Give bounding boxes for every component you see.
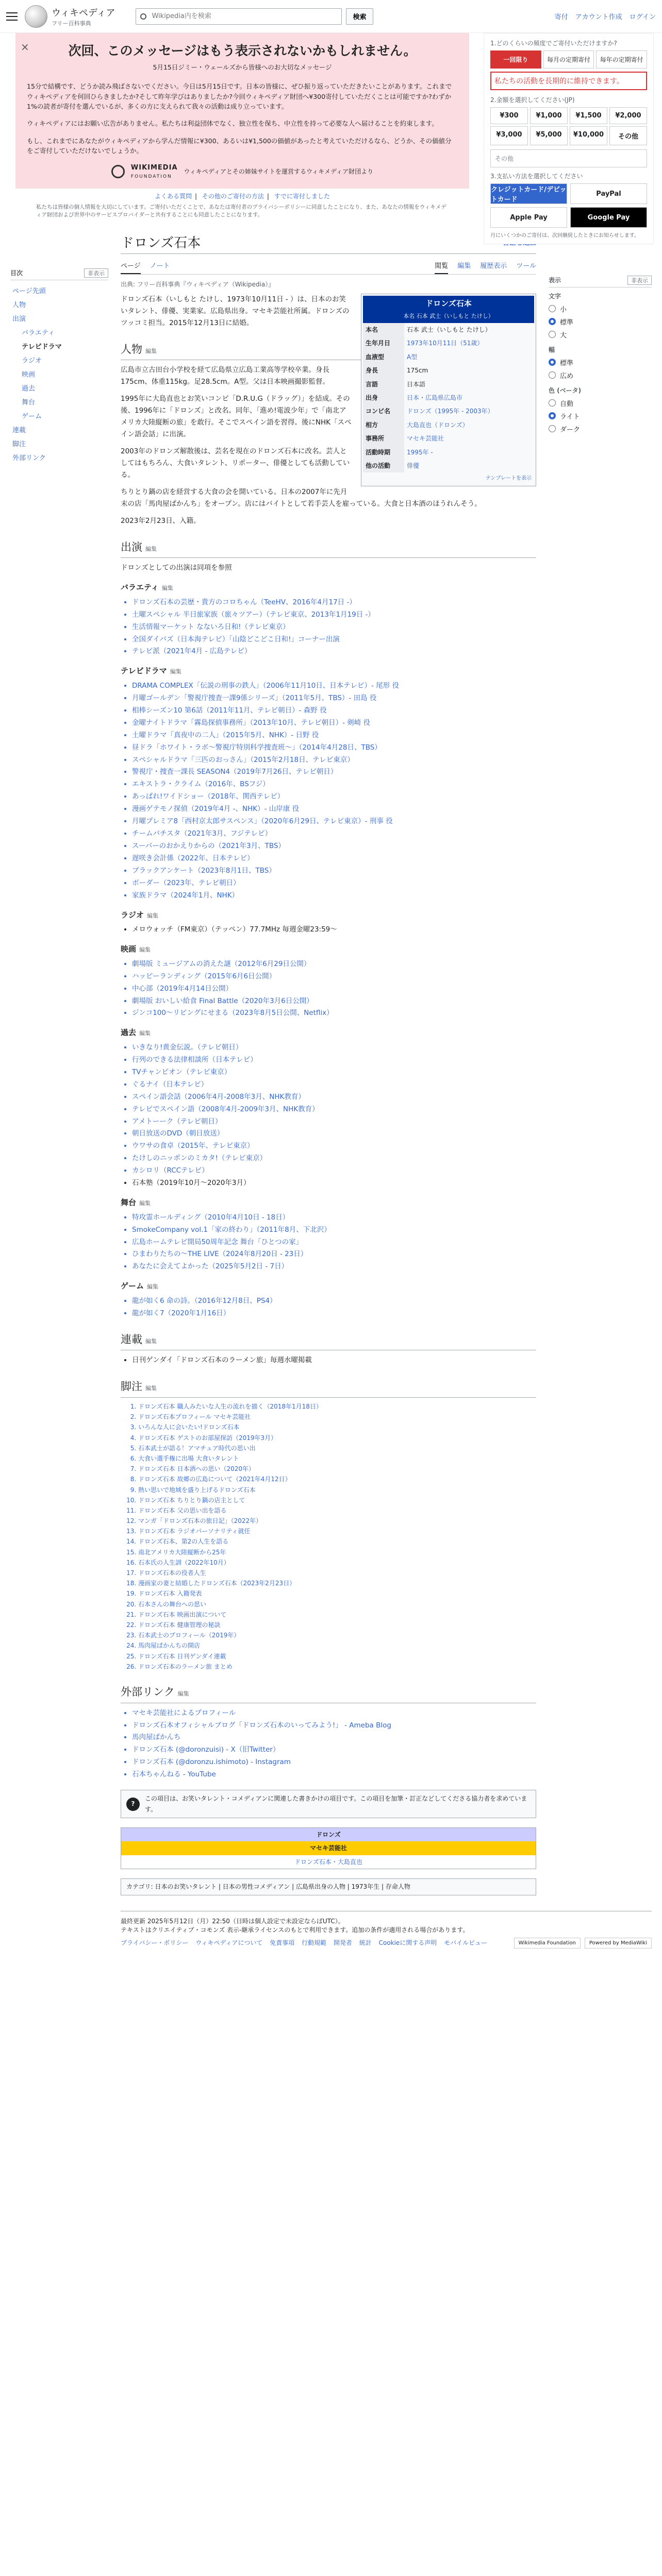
reference-item[interactable]: 19. ドロンズ石本 入籍発表: [138, 1589, 536, 1599]
reference-item[interactable]: 24. 馬肉屋ぱかんちの開店: [138, 1641, 536, 1651]
tools-title: 表示: [549, 276, 561, 284]
infobox: [361, 294, 536, 486]
pay-google-button[interactable]: Google Pay: [570, 207, 647, 228]
wikimedia-logo: [27, 163, 458, 180]
amount-option[interactable]: ¥1,000: [530, 107, 568, 124]
banner-links: よくある質問 | その他のご寄付の方法 | すでに寄付しました: [15, 189, 469, 204]
edit-link[interactable]: 編集: [139, 1030, 151, 1037]
edit-link[interactable]: 編集: [145, 1337, 157, 1345]
person-paragraph: 1995年に大島直也とお笑いコンビ「D.R.U.G（ドラッグ）」を結成。その後、1996年に「ドロンズ」と改名。同年、「進め!電波少年」で「南北アメリカ大陸縦断の旅」を敢行。そこでスペイン語を習得。後にNHK「スペイン語会話」に出演。: [121, 395, 352, 439]
list-item[interactable]: • テレビ派（2021年4月 - 広島テレビ）: [132, 646, 536, 657]
list-item[interactable]: • テレビでスペイン語（2008年4月-2009年3月、NHK教育）: [132, 1104, 536, 1115]
infobox-row: 出身 日本・広島県広島市: [363, 391, 534, 404]
banner-headline: 次回、このメッセージはもう表示されないかもしれません。: [68, 43, 417, 58]
external-link[interactable]: • ドロンズ石本オフィシャルブログ「ドロンズ石本のいってみよう!」 - Ameba Blog: [132, 1720, 536, 1732]
donation-form: [484, 33, 654, 244]
footer-link[interactable]: ウィキペディアについて: [195, 1939, 263, 1947]
edit-link[interactable]: 編集: [139, 946, 151, 954]
toc-item[interactable]: バラエティ: [22, 329, 55, 337]
edit-link[interactable]: 編集: [145, 347, 157, 354]
list-item[interactable]: • 警視庁・捜査一課長 SEASON4（2019年7月26日、テレビ朝日）: [132, 766, 536, 778]
list-item[interactable]: • SmokeCompany vol.1「家の終わり」（2011年8月、下北沢）: [132, 1224, 536, 1236]
radio-list: [121, 924, 536, 936]
toc-item[interactable]: ラジオ: [22, 357, 42, 365]
footer-link[interactable]: 開発者: [333, 1939, 352, 1947]
list-item[interactable]: • 劇場版 ミュージアムの消えた謎（2012年6月29日公開）: [132, 958, 536, 970]
toc-item[interactable]: 外部リンク: [12, 454, 46, 462]
reference-item[interactable]: 17. ドロンズ石本の役者人生: [138, 1568, 536, 1578]
list-item[interactable]: • 特攻霊ホールディング（2010年4月10日 - 18日）: [132, 1212, 536, 1224]
list-item[interactable]: • TVチャンピオン（テレビ東京）: [132, 1066, 536, 1078]
faq-link[interactable]: よくある質問: [154, 193, 192, 200]
search-button[interactable]: 検索: [346, 8, 373, 25]
infobox-row: 血液型 A型: [363, 350, 534, 364]
infobox-row: 相方 大島直也（ドロンズ）: [363, 418, 534, 432]
width-option[interactable]: 広め: [549, 369, 652, 382]
pay-apple-button[interactable]: Apple Pay: [490, 207, 567, 228]
frequency-options: [490, 50, 647, 69]
article-content: [121, 232, 536, 1896]
external-link[interactable]: • マセキ芸能社によるプロフィール: [132, 1707, 536, 1719]
toc-item[interactable]: 人物: [12, 301, 26, 309]
list-item: • メロウォッチ（FM東京）（テッペン）77.7MHz 毎週金曜23:59〜: [132, 924, 536, 936]
wikimedia-tagline: ウィキペディアとその姉妹サイトを運営するウィキメディア財団より: [184, 168, 374, 176]
toc-item[interactable]: 連載: [12, 426, 26, 434]
infobox-row: 本名 石本 武士（いしもと たけし）: [363, 323, 534, 336]
toc-hide-button[interactable]: 非表示: [84, 268, 108, 278]
list-item[interactable]: • あなたに会えてよかった（2025年5月2日 - 7日）: [132, 1261, 536, 1273]
other-amount-input[interactable]: その他: [490, 149, 647, 167]
reference-item[interactable]: 5. 石本武士が語る！アマチュア時代の思い出: [138, 1444, 536, 1453]
page-footer: [121, 1911, 652, 1948]
person-paragraph: ちりとり鍋の店を経営する大食の会を開いている。日本の2007年に先月末の店「馬肉屋ぱかんち」をオープン。店にはバイトとして若手芸人を雇っている。大食と日本酒のほうれんそう。: [121, 487, 482, 508]
edit-link[interactable]: 編集: [145, 1385, 157, 1392]
list-item[interactable]: • 龍が如く6 命の詩。（2016年12月8日、PS4）: [132, 1295, 536, 1307]
fundraising-banner: [15, 33, 469, 189]
banner-privacy-note: 私たちは皆様の個人情報を大切にしています。ご寄付いただくことで、あなたは寄付者のプライバシーポリシーに同意したことになり、また、あなたの情報をウィキメディア財団および世界中のサービスプロバイダーと共有することにも同意したことになります。: [15, 204, 469, 224]
list-item[interactable]: • 朝日放送のDVD（朝日放送）: [132, 1128, 536, 1140]
section-heading: 連載 編集: [121, 1331, 536, 1351]
list-item[interactable]: • スーパーのおかえりからの（2021年3月、TBS）: [132, 840, 536, 852]
search-input[interactable]: [151, 12, 337, 21]
banner-paragraph: 15分で結構です、どうか読み飛ばさないでください。今日は5月15日です。日本の皆様に、ぜひ振り返っていただきたいことがあります。これまでウィキペディアを何回ひらきましたか?そして昨年学びはありましたか?今回ウィキペディア財団へ¥300寄付していただくことは可能ですか?わずか1%の読者が寄付を選んでいるが、多くの方に支えられて我々の活動は成り立っています。: [27, 82, 452, 110]
color-option[interactable]: 自動: [549, 397, 652, 410]
wikimedia-small: FOUNDATION: [130, 174, 172, 179]
list-item[interactable]: • 家族ドラマ（2024年1月、NHK）: [132, 890, 536, 902]
appearance-tools: [549, 232, 652, 1896]
footer-link[interactable]: モバイルビュー: [444, 1939, 488, 1947]
color-option[interactable]: ダーク: [549, 422, 652, 435]
list-item[interactable]: • 中心部（2019年4月14日公開）: [132, 983, 536, 995]
tab-edit[interactable]: 編集: [457, 262, 471, 270]
text-size-group: 文字: [549, 292, 561, 300]
frequency-question: 1.どのくらいの頻度でご寄付いただけますか?: [490, 40, 617, 47]
amount-option[interactable]: ¥3,000: [490, 126, 528, 145]
person-paragraph: 広島市立古田台小学校を経て広島県立広島工業高等学校卒業。身長175cm、体重115kg。足28.5cm。A型。父は日本映画撮影監督。: [121, 366, 329, 386]
create-account-link[interactable]: アカウント作成: [575, 13, 622, 21]
logo-subtitle: フリー百科事典: [52, 20, 91, 27]
reference-item[interactable]: 18. 漫画家の妻と結婚したドロンズ石本（2023年2月23日）: [138, 1579, 536, 1588]
list-item[interactable]: • ボーダー（2023年、テレビ朝日）: [132, 877, 536, 889]
mediawiki-footer-logo[interactable]: Powered by MediaWiki: [585, 1938, 652, 1948]
list-item[interactable]: • 昼ドラ「ホワイト・ラボ～警視庁特別科学捜査班～」（2014年4月28日、TBS）: [132, 742, 536, 754]
banner-subline: 5月15日ジミー・ウェールズから皆様へのお大切なメッセージ: [153, 63, 332, 71]
stage-list: [121, 1212, 536, 1273]
amount-option[interactable]: ¥2,000: [609, 107, 647, 124]
reference-item[interactable]: 11. ドロンズ石本 父の思い出を語る: [138, 1506, 536, 1516]
user-tools: [555, 11, 656, 21]
list-item[interactable]: • アメトーーク（テレビ朝日）: [132, 1116, 536, 1128]
pay-card-button[interactable]: クレジットカード/デビットカード: [490, 183, 567, 204]
external-link[interactable]: • ドロンズ石本 (@doronzu.ishimoto) - Instagram: [132, 1756, 536, 1768]
tab-read[interactable]: 閲覧: [435, 258, 448, 274]
payment-question: 3.支払い方法を選択してください: [490, 173, 583, 180]
list-item[interactable]: • 広島ホームテレビ開局50周年記念 舞台「ひとつの家」: [132, 1236, 536, 1248]
amount-options: [490, 107, 647, 145]
amount-option[interactable]: ¥1,500: [570, 107, 607, 124]
infobox-row: 身長 175cm: [363, 364, 534, 377]
header: [0, 0, 662, 33]
infobox-row: 言語 日本語: [363, 378, 534, 391]
reference-item[interactable]: 4. ドロンズ石本 ゲストのお部屋探訪（2019年3月）: [138, 1433, 536, 1443]
infobox-row: 事務所 マセキ芸能社: [363, 432, 534, 445]
film-list: [121, 958, 536, 1020]
footer-link[interactable]: 免責事項: [270, 1939, 295, 1947]
list-item[interactable]: • 漫画ゲテモノ探偵（2019年4月 -、NHK）- 山岸康 役: [132, 803, 536, 815]
reference-item[interactable]: 3. いろんな人に会いたい!ドロンズ石本: [138, 1422, 536, 1432]
reference-item[interactable]: 1. ドロンズ石本 職人みたいな人生の流れを描く（2018年1月18日）: [138, 1402, 536, 1412]
list-item[interactable]: • エキストラ・クライム（2016年、BSフジ）: [132, 778, 536, 790]
section-heading: 脚注 編集: [121, 1378, 536, 1398]
edit-link[interactable]: 編集: [177, 1690, 189, 1697]
frequency-note: 私たちの活動を長期的に維持できます。: [490, 72, 647, 90]
list-item[interactable]: • 生活情報マーケット なないろ日和!（テレビ東京）: [132, 621, 536, 633]
drama-list: [121, 680, 536, 902]
list-item[interactable]: • スペシャルドラマ「三匹のおっさん」（2015年2月18日、テレビ東京）: [132, 754, 536, 766]
toc-sidebar: [10, 232, 108, 1896]
close-icon[interactable]: ×: [21, 41, 29, 53]
list-item[interactable]: • 土曜スペシャル 半日旅家族（旅々ツアー）（テレビ東京、2013年1月19日 -）: [132, 609, 536, 621]
section-heading: 人物 編集: [121, 341, 536, 361]
stub-icon: ?: [126, 1798, 140, 1811]
appearance-intro: ドロンズとしての出演は同項を参照: [121, 564, 232, 572]
amount-option[interactable]: その他: [609, 126, 647, 145]
list-item[interactable]: • 月曜ゴールデン「警視庁捜査一課9係シリーズ」（2011年5月、TBS）- 田島 役: [132, 692, 536, 704]
main-menu-icon[interactable]: [6, 12, 18, 21]
list-item[interactable]: • ぐるナイ（日本テレビ）: [132, 1079, 536, 1091]
list-item[interactable]: • 行列のできる法律相談所（日本テレビ）: [132, 1054, 536, 1066]
toc-title: 目次: [10, 269, 23, 277]
list-item: • 石本塾（2019年10月〜2020年3月）: [132, 1177, 536, 1189]
section-heading: 出演 編集: [121, 538, 536, 558]
infobox-row: 生年月日 1973年10月11日（51歳）: [363, 336, 534, 350]
external-links-list: [121, 1707, 536, 1781]
footer-link[interactable]: プライバシー・ポリシー: [121, 1939, 189, 1947]
reference-item[interactable]: 16. 石本氏の人生訓（2022年10月）: [138, 1558, 536, 1568]
subsection-heading: 映画 編集: [121, 944, 151, 954]
past-list: [121, 1042, 536, 1189]
navbox-group[interactable]: マセキ芸能社: [121, 1841, 536, 1855]
color-group: 色 (ベータ): [549, 386, 582, 394]
toc-item[interactable]: ゲーム: [22, 412, 42, 420]
list-item: • 日刊ゲンダイ「ドロンズ石本のラーメン旅」毎週水曜掲載: [132, 1354, 536, 1366]
list-item[interactable]: • たけしのニッポンのミカタ!（テレビ東京）: [132, 1153, 536, 1164]
list-item[interactable]: • ウワサの食卓（2015年、テレビ東京）: [132, 1140, 536, 1152]
intro-paragraph: ドロンズ石本（いしもと たけし、1973年10月11日 - ）は、日本のお笑いタレント、俳優、実業家。広島県出身。マセキ芸能社所属。ドロンズのツッコミ担当。2015年12月13日に結婚。: [121, 295, 350, 327]
page-source: 出典: フリー百科事典『ウィキペディア（Wikipedia）』: [121, 280, 275, 288]
reference-item[interactable]: 25. ドロンズ石本 日刊ゲンダイ連載: [138, 1652, 536, 1662]
infobox-subtitle: 本名 石本 武士（いしもと たけし）: [363, 312, 534, 323]
text-size-option[interactable]: 大: [549, 328, 652, 341]
infobox-title: ドロンズ石本: [363, 296, 534, 312]
color-option[interactable]: ライト: [549, 410, 652, 422]
list-item[interactable]: • 劇場版 おいしい給食 Final Battle（2020年3月6日公開）: [132, 995, 536, 1007]
list-item[interactable]: • DRAMA COMPLEX「伝説の刑事の鉄人」（2006年11月10日、日本テレビ）- 尾形 役: [132, 680, 536, 692]
toc-item[interactable]: 映画: [22, 370, 36, 379]
width-option[interactable]: 標準: [549, 356, 652, 369]
edit-link[interactable]: 編集: [161, 585, 173, 592]
navbox-row[interactable]: ドロンズ石本・大島直也: [294, 1858, 362, 1866]
text-size-option[interactable]: 標準: [549, 315, 652, 328]
wikimedia-name: WIKIMEDIA: [130, 164, 178, 172]
external-link[interactable]: • 石本ちゃんねる - YouTube: [132, 1769, 536, 1781]
tab-tools[interactable]: ツール: [516, 262, 536, 270]
license-text: テキストはクリエイティブ・コモンズ 表示-継承ライセンスのもとで利用できます。追加の条件が適用される場合があります。: [121, 1926, 469, 1934]
frequency-yearly[interactable]: 毎年の定期寄付: [596, 50, 647, 69]
template-link[interactable]: テンプレートを表示: [485, 476, 532, 482]
game-list: [121, 1295, 536, 1319]
list-item[interactable]: • 土曜ドラマ「真夜中の二人」（2015年5月、NHK）- 日野 役: [132, 730, 536, 741]
edit-link[interactable]: 編集: [139, 1200, 151, 1207]
tab-page[interactable]: ページ: [121, 258, 141, 274]
subsection-heading: ゲーム 編集: [121, 1281, 159, 1291]
frequency-monthly[interactable]: 毎月の定期寄付: [543, 50, 594, 69]
toc-item[interactable]: 過去: [22, 384, 36, 393]
serial-list: [121, 1354, 536, 1366]
reference-item[interactable]: 26. ドロンズ石本のラーメン旅 まとめ: [138, 1662, 536, 1672]
main-layout: [0, 232, 662, 1896]
subsection-heading: 過去 編集: [121, 1028, 151, 1038]
footer-link[interactable]: 統計: [359, 1939, 372, 1947]
logo-title: ウィキペディア: [52, 7, 115, 19]
subsection-heading: バラエティ 編集: [121, 583, 173, 592]
navbox-title[interactable]: ドロンズ: [121, 1828, 536, 1841]
external-link[interactable]: • 馬肉屋ぱかんち: [132, 1732, 536, 1743]
footer-link[interactable]: Cookieに関する声明: [378, 1939, 437, 1947]
list-item[interactable]: • あっぱれ!ワイドショー（2018年、関西テレビ）: [132, 791, 536, 803]
variety-list: [121, 597, 536, 658]
toc-item[interactable]: 出演: [12, 315, 26, 323]
edit-link[interactable]: 編集: [147, 1283, 159, 1291]
list-item[interactable]: • チームバチスタ（2021年3月、フジテレビ）: [132, 828, 536, 840]
reference-item[interactable]: 15. 南北アメリカ大陸縦断から25年: [138, 1548, 536, 1557]
infobox-row: 他の活動 俳優: [363, 459, 534, 472]
search-icon: [140, 13, 146, 20]
list-item[interactable]: • 相棒シーズン10 第6話（2011年11月、テレビ朝日）- 森野 役: [132, 705, 536, 717]
tab-talk[interactable]: ノート: [150, 262, 170, 270]
infobox-row: 活動時期 1995年 -: [363, 446, 534, 459]
subsection-heading: 舞台 編集: [121, 1198, 151, 1208]
amount-option[interactable]: ¥10,000: [570, 126, 607, 145]
list-item[interactable]: • ドロンズ石本の芸歴・貴方のコロちゃん（TeeHV、2016年4月17日 -）: [132, 597, 536, 608]
search-box: [136, 8, 342, 25]
toc-item[interactable]: ページ先頭: [12, 287, 46, 295]
reference-item[interactable]: 6. 大食い選手権に出場 大食いタレント: [138, 1454, 536, 1464]
page-tabs: [121, 258, 536, 275]
reference-item[interactable]: 13. ドロンズ石本 ラジオパーソナリティ就任: [138, 1527, 536, 1536]
list-item[interactable]: • ブラックアンケート（2023年8月1日、TBS）: [132, 865, 536, 877]
list-item[interactable]: • 龍が如く7（2020年1月16日）: [132, 1308, 536, 1319]
list-item[interactable]: • ひまわりたちの〜THE LIVE（2024年8月20日 - 23日）: [132, 1248, 536, 1260]
wikimedia-footer-logo[interactable]: Wikimedia Foundation: [514, 1938, 581, 1948]
list-item[interactable]: • ハッピーランディング（2015年6月6日公開）: [132, 971, 536, 982]
list-item[interactable]: • いきなり!黄金伝説。（テレビ朝日）: [132, 1042, 536, 1054]
last-updated: 最終更新 2025年5月12日（月）22:50（日時は個人設定で未設定ならばUTC）。: [121, 1918, 344, 1925]
stub-text: この項目は、お笑いタレント・コメディアンに関連した書きかけの項目です。この項目を加筆・訂正などしてくださる協力者を求めています。: [145, 1795, 527, 1813]
wikipedia-globe-icon: [25, 5, 47, 28]
article-body: [121, 294, 536, 1896]
amount-option[interactable]: ¥5,000: [530, 126, 568, 145]
edit-link[interactable]: 編集: [147, 912, 159, 919]
navbox: [121, 1827, 536, 1869]
list-item[interactable]: • ジンコ100〜リビングにせまる（2023年8月5日公開、Netflix）: [132, 1007, 536, 1019]
reference-item[interactable]: 22. ドロンズ石本 健康管理の秘訣: [138, 1620, 536, 1630]
login-link[interactable]: ログイン: [629, 13, 656, 21]
banner-paragraph: もし、これまでにあなたがウィキペディアから学んだ情報に¥300、あるいは¥1,500の価値があったと考えていただけるなら、どうか、その価値分をご寄付していただけないでしょうか。: [27, 137, 452, 155]
site-logo[interactable]: [25, 5, 115, 28]
text-size-option[interactable]: 小: [549, 302, 652, 315]
reference-item[interactable]: 2. ドロンズ石本プロフィール マセキ芸能社: [138, 1412, 536, 1422]
reference-item[interactable]: 8. ドロンズ石本 故郷の広島について（2021年4月12日）: [138, 1475, 536, 1484]
page-title: ドロンズ石本: [121, 235, 201, 251]
reference-item[interactable]: 7. ドロンズ石本 日本酒への思い（2020年）: [138, 1464, 536, 1474]
list-item[interactable]: • カシロリ（RCCテレビ）: [132, 1165, 536, 1177]
list-item[interactable]: • 金曜ナイトドラマ「霧島探偵事務所」（2013年10月、テレビ朝日）- 剣崎 役: [132, 717, 536, 729]
edit-link[interactable]: 編集: [145, 545, 157, 552]
tools-hide-button[interactable]: 非表示: [627, 276, 652, 285]
donate-link[interactable]: 寄付: [554, 13, 568, 21]
list-item[interactable]: • 月曜プレミア8「西村京太郎サスペンス」（2020年6月29日、テレビ東京）- 刑事 役: [132, 816, 536, 827]
section-heading: 外部リンク 編集: [121, 1683, 536, 1703]
amount-option[interactable]: ¥300: [490, 107, 528, 124]
reference-item[interactable]: 20. 石本さんの舞台への思い: [138, 1600, 536, 1609]
banner-paragraph: ウィキペディアにはお願い広告がありません。私たちは利益団体でなく、独立性を保ち、中立性を持って必要な人へ届けることを約束します。: [27, 120, 438, 128]
amount-question: 2.金額を選択してください(JP): [490, 96, 575, 104]
other-ways-link[interactable]: その他のご寄付の方法: [202, 193, 264, 200]
wikimedia-icon: [111, 165, 125, 178]
toc-item[interactable]: テレビドラマ: [22, 343, 62, 351]
reference-item[interactable]: 21. ドロンズ石本 映画出演について: [138, 1610, 536, 1620]
edit-link[interactable]: 編集: [170, 668, 181, 675]
footer-link[interactable]: 行動規範: [302, 1939, 327, 1947]
category-links[interactable]: カテゴリ: 日本のお笑いタレント | 日本の男性コメディアン | 広島県出身の人物 | 1973年生 | 存命人物: [121, 1878, 536, 1895]
person-paragraph: 2023年2月23日、入籍。: [121, 516, 201, 525]
frequency-once[interactable]: 一回限り: [490, 50, 541, 69]
list-item[interactable]: • スペイン語会話（2006年4月-2008年3月、NHK教育）: [132, 1091, 536, 1103]
infobox-row: コンビ名 ドロンズ（1995年 - 2003年）: [363, 404, 534, 418]
reference-item[interactable]: 10. ドロンズ石本 ちりとり鍋の店主として: [138, 1496, 536, 1505]
pay-paypal-button[interactable]: PayPal: [570, 183, 647, 204]
reference-item[interactable]: 9. 熱い思いで地域を盛り上げるドロンズ石本: [138, 1485, 536, 1495]
external-link[interactable]: • ドロンズ石本 (@doronzuisi) - X（旧Twitter）: [132, 1744, 536, 1756]
tab-history[interactable]: 履歴表示: [480, 262, 507, 270]
stub-notice: [121, 1790, 536, 1818]
list-item[interactable]: • 遅咲き会計係（2022年、日本テレビ）: [132, 853, 536, 865]
fundraising-area: [0, 33, 662, 239]
donation-fine-print: 月にいくつかのご寄付は、次回継続したときにお知らせします。: [490, 233, 639, 239]
list-item[interactable]: • 全国ダイバズ（日本海テレビ）「山陰どこどこ日和!」コーナー出演: [132, 634, 536, 646]
reference-item[interactable]: 23. 石本武士のプロフィール（2019年）: [138, 1631, 536, 1640]
width-group: 幅: [549, 346, 555, 353]
reference-item[interactable]: 14. ドロンズ石本、第2の人生を語る: [138, 1537, 536, 1547]
toc-item[interactable]: 脚注: [12, 440, 26, 448]
subsection-heading: ラジオ 編集: [121, 910, 159, 920]
already-donated-link[interactable]: すでに寄付しました: [274, 193, 330, 200]
person-paragraph: 2003年のドロンズ解散後は、芸名を現在のドロンズ石本に改名。芸人としてはもちろん、大食いタレント、リポーター、俳優としても活動している。: [121, 447, 350, 479]
references-list: [121, 1402, 536, 1672]
subsection-heading: テレビドラマ 編集: [121, 666, 181, 676]
payment-options: [490, 183, 647, 228]
toc-item[interactable]: 舞台: [22, 398, 36, 406]
reference-item[interactable]: 12. マンガ「ドロンズ石本の旅日記」（2022年）: [138, 1516, 536, 1526]
